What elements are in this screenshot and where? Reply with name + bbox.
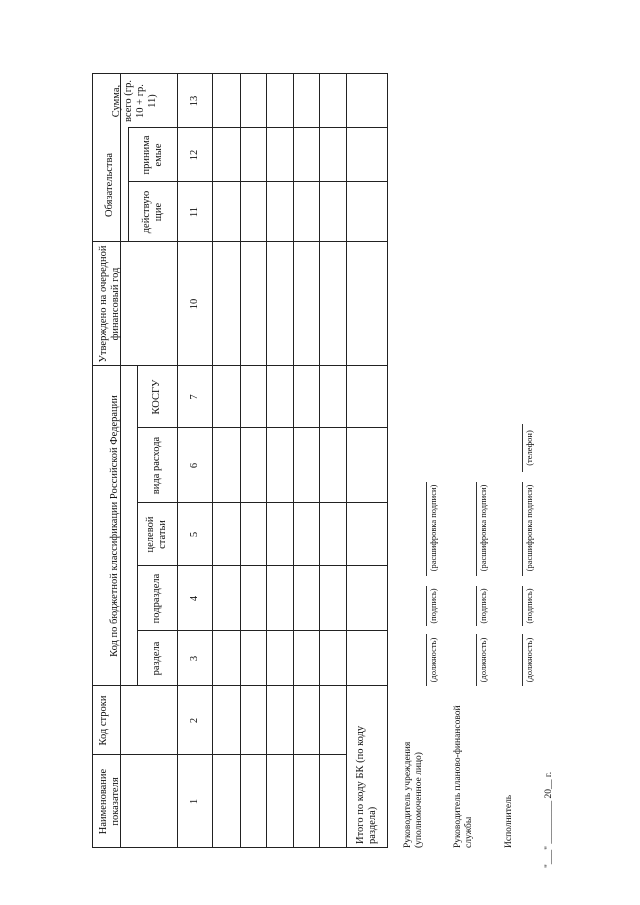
header-expense-type: вида расхода: [151, 436, 162, 495]
col-number: 1: [188, 798, 200, 805]
header-indicator: Наименование показателя: [98, 768, 121, 835]
head-label: Руководитель учреждения (уполномоченное лицо): [403, 741, 424, 848]
sign-line: [426, 634, 427, 686]
decoding-caption: (расшифровка подписи): [524, 484, 534, 572]
header-current: действую щие: [140, 190, 164, 234]
col-number: 2: [188, 717, 200, 724]
position-caption: (должность): [524, 637, 534, 683]
table-line: [319, 73, 320, 848]
header-obligations-group: Обязательства: [104, 152, 115, 218]
table-line: [266, 73, 267, 848]
signature-caption: (подпись): [428, 588, 438, 624]
header-subsection: подраздела: [151, 573, 162, 624]
sign-line: [522, 424, 523, 472]
col-number: 5: [188, 531, 200, 538]
table-line: [212, 73, 213, 848]
signature-caption: (подпись): [524, 588, 534, 624]
header-accepted: принима емые: [140, 135, 164, 175]
col-number: 3: [188, 655, 200, 662]
decoding-caption: (расшифровка подписи): [428, 484, 438, 572]
position-caption: (должность): [478, 637, 488, 683]
decoding-caption: (расшифровка подписи): [478, 484, 488, 572]
col-number: 4: [188, 595, 200, 602]
executor-label: Исполнитель: [504, 794, 514, 848]
table-line: [293, 73, 294, 848]
total-row-label: Итого по коду БК (по коду раздела): [354, 725, 378, 844]
header-kosgu: КОСГУ: [151, 379, 162, 415]
sign-line: [476, 482, 477, 576]
col-number: 10: [188, 298, 200, 310]
sign-line: [522, 634, 523, 686]
table-border-bottom: [387, 73, 388, 848]
rotated-form: [92, 73, 554, 868]
header-section: раздела: [151, 641, 162, 676]
sign-line: [426, 586, 427, 626]
signature-caption: (подпись): [478, 588, 488, 624]
sign-line: [426, 482, 427, 576]
date-line: "___" _________ 20__ г.: [544, 771, 554, 868]
sign-line: [522, 482, 523, 576]
header-line-code: Код строки: [98, 695, 109, 746]
col-number: 7: [188, 394, 200, 400]
sign-line: [476, 586, 477, 626]
position-caption: (должность): [428, 637, 438, 683]
header-bk-group: Код по бюджетной классификации Российской Федерации: [108, 395, 120, 657]
table-line: [240, 73, 241, 848]
col-number: 12: [188, 149, 200, 161]
header-target-item: целевой статьи: [145, 516, 168, 553]
finance-label: Руководитель планово-финансовой службы: [453, 705, 474, 848]
header-approved: Утверждено на очередной финансовый год: [98, 245, 121, 363]
col-number: 11: [188, 206, 200, 218]
sign-line: [476, 634, 477, 686]
col-number: 13: [188, 95, 200, 107]
phone-caption: (телефон): [524, 430, 534, 466]
col-number: 6: [188, 462, 200, 469]
sign-line: [522, 586, 523, 626]
header-total: Сумма, всего (гр. 10 + гр. 11): [110, 80, 158, 122]
